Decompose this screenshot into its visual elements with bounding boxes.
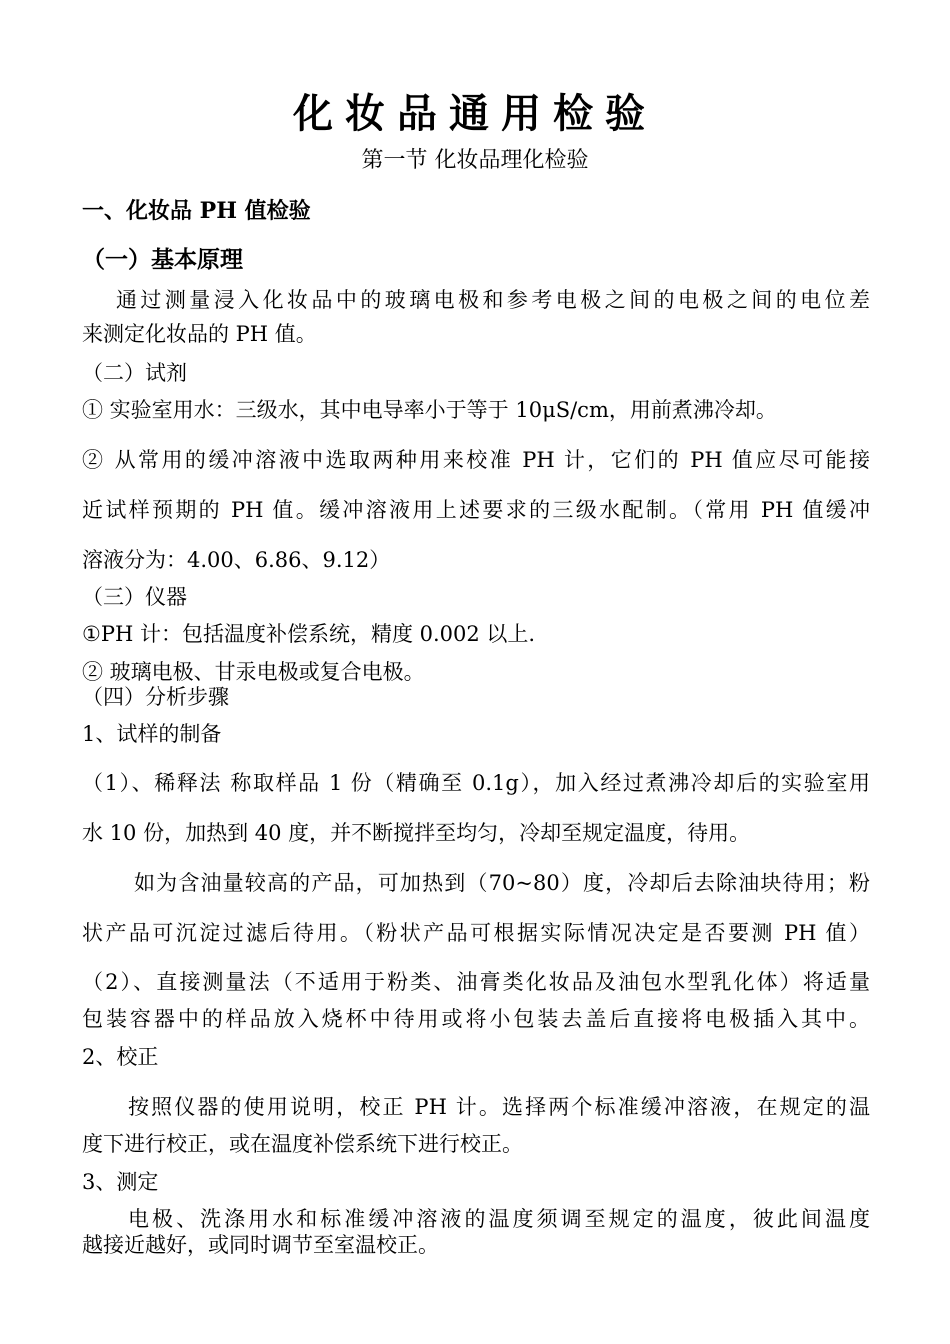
paragraph-calibration-line: 度下进行校正，或在温度补偿系统下进行校正。 <box>82 1132 523 1156</box>
paragraph-direct-measure-line: 包装容器中的样品放入烧杯中待用或将小包装去盖后直接将电极插入其中。 <box>82 1007 870 1031</box>
paragraph-measurement-line: 越接近越好，或同时调节至室温校正。 <box>82 1233 439 1257</box>
heading-reagent: （二）试剂 <box>82 361 187 385</box>
step-calibration: 2、校正 <box>82 1045 159 1069</box>
heading-analysis-steps: （四）分析步骤 <box>82 685 229 709</box>
paragraph-principle-line: 来测定化妆品的 PH 值。 <box>82 322 317 346</box>
paragraph-instrument-ph-meter: ①PH 计：包括温度补偿系统，精度 0.002 以上. <box>82 622 536 646</box>
section-subtitle: 第一节 化妆品理化检验 <box>361 148 589 173</box>
step-measurement: 3、测定 <box>82 1170 159 1194</box>
heading-ph-test: 一、化妆品 PH 值检验 <box>82 198 311 224</box>
document-title: 化妆品通用检验 <box>293 90 657 137</box>
paragraph-oil-product-line: 状产品可沉淀过滤后待用。（粉状产品可根据实际情况决定是否要测 PH 值） <box>82 921 870 945</box>
step-sample-preparation: 1、试样的制备 <box>82 722 222 746</box>
paragraph-reagent-buffer-line: 溶液分为：4.00、6.86、9.12） <box>82 548 391 572</box>
paragraph-oil-product-line: 如为含油量较高的产品，可加热到（70~80）度，冷却后去除油块待用；粉 <box>134 871 870 895</box>
paragraph-reagent-buffer-line: 近试样预期的 PH 值。缓冲溶液用上述要求的三级水配制。（常用 PH 值缓冲 <box>82 498 870 522</box>
paragraph-reagent-water: ① 实验室用水：三级水，其中电导率小于等于 10μS/cm，用前煮沸冷却。 <box>82 398 777 422</box>
heading-instrument: （三）仪器 <box>82 585 187 609</box>
paragraph-direct-measure-line: （2）、直接测量法（不适用于粉类、油膏类化妆品及油包水型乳化体）将适量 <box>82 970 870 994</box>
paragraph-dilution-line: 水 10 份，加热到 40 度，并不断搅拌至均匀，冷却至规定温度，待用。 <box>82 821 751 845</box>
paragraph-dilution-line: （1）、稀释法 称取样品 1 份（精确至 0.1g），加入经过煮沸冷却后的实验室用 <box>82 771 870 795</box>
paragraph-calibration-line: 按照仪器的使用说明，校正 PH 计。选择两个标准缓冲溶液，在规定的温 <box>128 1095 870 1119</box>
paragraph-instrument-electrode: ② 玻璃电极、甘汞电极或复合电极。 <box>82 660 425 684</box>
paragraph-principle-line: 通过测量浸入化妆品中的玻璃电极和参考电极之间的电极之间的电位差 <box>116 288 870 312</box>
paragraph-measurement-line: 电极、洗涤用水和标准缓冲溶液的温度须调至规定的温度，彼此间温度 <box>128 1207 870 1231</box>
heading-principle: （一）基本原理 <box>82 246 243 273</box>
paragraph-reagent-buffer-line: ② 从常用的缓冲溶液中选取两种用来校准 PH 计，它们的 PH 值应尽可能接 <box>82 448 870 472</box>
